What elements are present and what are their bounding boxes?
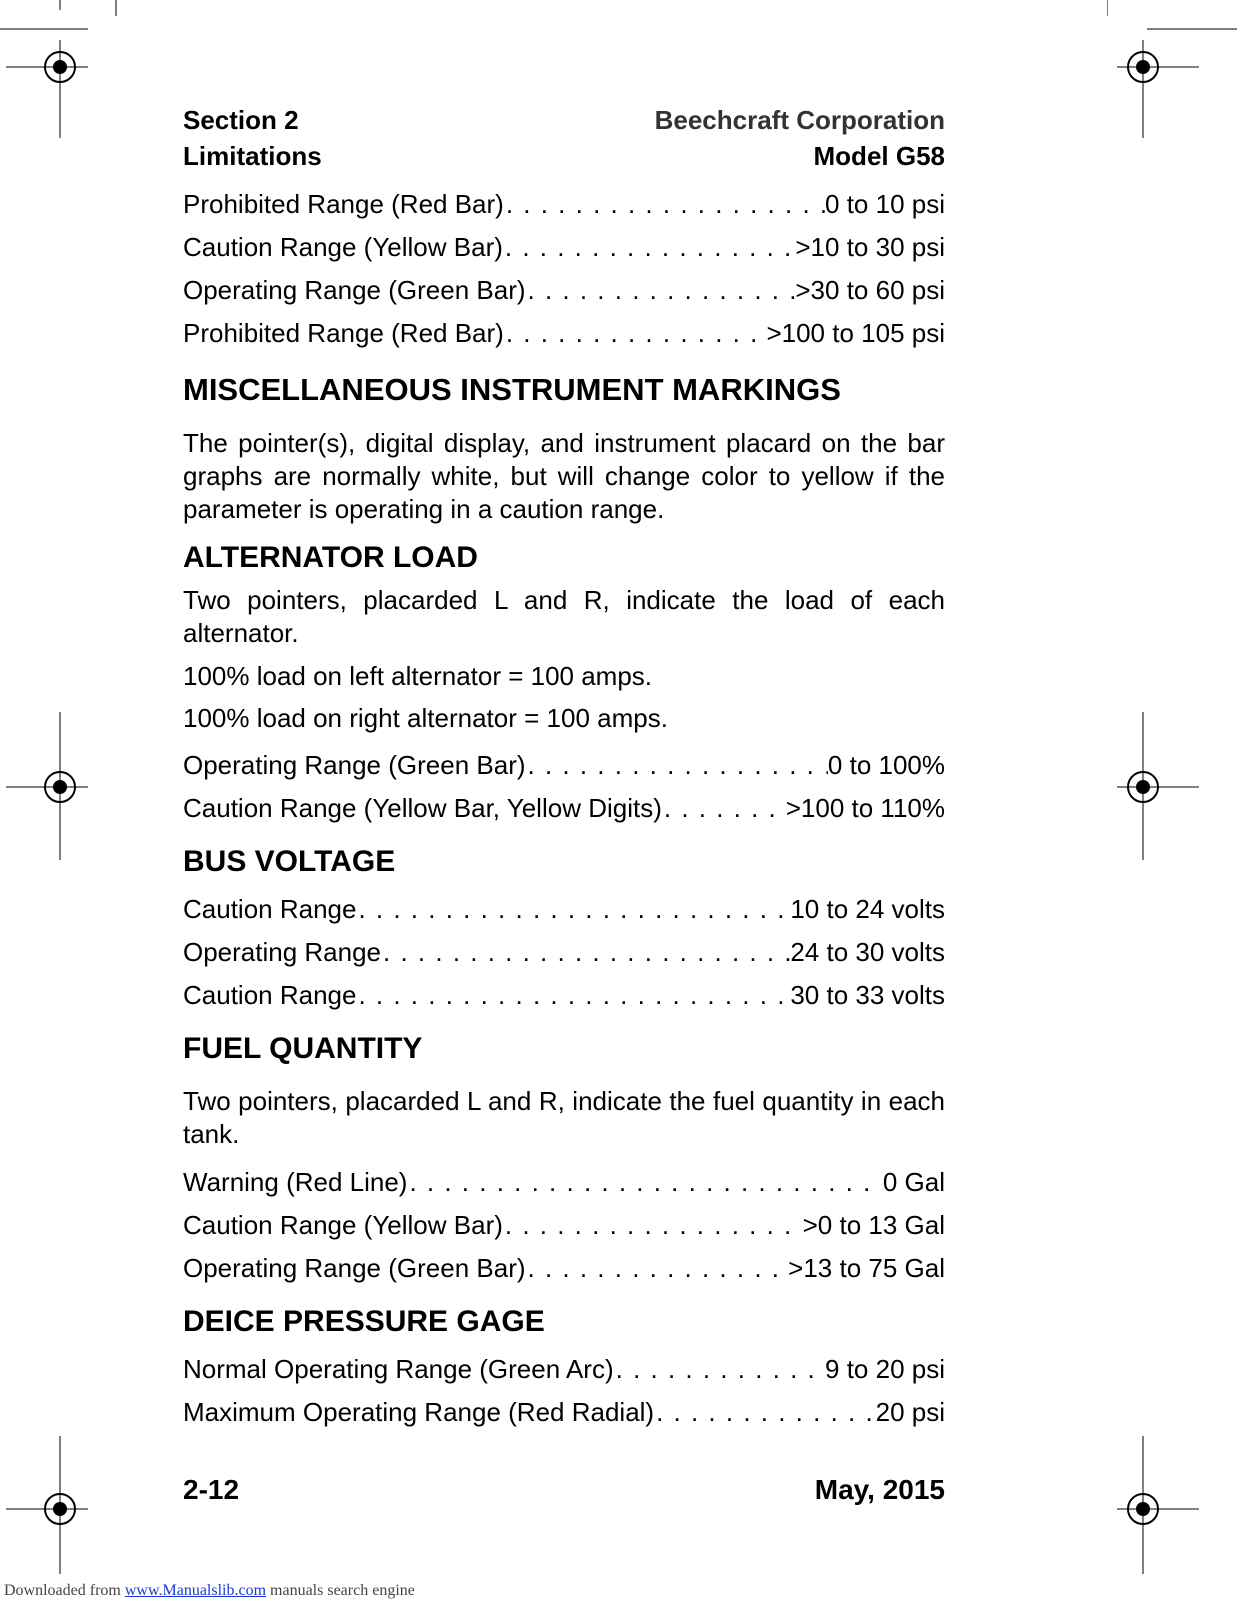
range-label: Caution Range (Yellow Bar) [183,232,503,262]
range-row [183,888,945,931]
range-row [183,226,945,269]
range-value: 20 psi [875,1397,945,1427]
range-value: 0 to 100% [827,750,945,780]
alternator-paragraph: Two pointers, placarded L and R, indicate the load of each alternator. [183,585,945,648]
model-name: Model G58 [813,141,945,171]
registration-mark-top-right [1107,0,1237,140]
leader-dots [503,1204,803,1247]
range-row [183,931,945,974]
range-label: Operating Range (Green Bar) [183,750,526,780]
fuel-paragraph: Two pointers, placarded L and R, indicate the fuel quantity in each tank. [183,1086,945,1149]
range-row [183,1161,945,1204]
leader-dots [504,312,767,355]
range-label: Caution Range [183,894,357,924]
registration-mark-bottom-left [0,1436,100,1576]
leader-dots [356,974,790,1017]
range-value: >0 to 13 Gal [802,1210,945,1240]
range-value: >30 to 60 psi [795,275,945,305]
fuel-quantity-heading: FUEL QUANTITY [183,1032,423,1065]
leader-dots [526,1247,789,1290]
range-row [183,1204,945,1247]
range-value: >13 to 75 Gal [788,1253,945,1283]
range-label: Normal Operating Range (Green Arc) [183,1354,614,1384]
header-right [655,102,945,174]
range-label: Operating Range (Green Bar) [183,1253,526,1283]
range-value: >10 to 30 psi [795,232,945,262]
download-notice [4,1582,415,1600]
range-value: 30 to 33 volts [790,980,945,1010]
range-value: >100 to 110% [785,793,945,823]
range-label: Caution Range [183,980,357,1010]
range-row [183,312,945,355]
leader-dots [356,888,790,931]
range-row [183,1247,945,1290]
alternator-left-load: 100% load on left alternator = 100 amps. [183,661,653,691]
leader-dots [381,931,790,974]
page-number: 2-12 [183,1474,240,1505]
page-footer [183,1474,945,1510]
download-suffix: manuals search engine [270,1582,415,1599]
leader-dots [614,1348,825,1391]
company-name: Beechcraft Corporation [654,105,945,135]
bus-voltage-heading: BUS VOLTAGE [183,845,396,878]
range-value: 10 to 24 volts [790,894,945,924]
range-row [183,787,945,830]
registration-mark-mid-left [0,712,100,862]
subsection-label: Limitations [183,141,322,171]
alternator-heading: ALTERNATOR LOAD [183,541,478,574]
misc-heading: MISCELLANEOUS INSTRUMENT MARKINGS [183,372,841,407]
range-label: Caution Range (Yellow Bar, Yellow Digits) [183,793,662,823]
range-value: 9 to 20 psi [825,1354,945,1384]
misc-paragraph: The pointer(s), digital display, and instrument placard on the bar graphs are normally white, but will change color to yellow if the parameter is operating in a caution range. [183,428,945,524]
page-content [183,183,945,1434]
page-header [183,102,945,178]
leader-dots [407,1161,882,1204]
range-value: 0 Gal [882,1167,945,1197]
alternator-right-load: 100% load on right alternator = 100 amps. [183,703,668,733]
range-value: 24 to 30 volts [790,937,945,967]
leader-dots [503,226,795,269]
leader-dots [526,744,828,787]
range-row [183,1348,945,1391]
manualslib-link[interactable]: www.Manualslib.com [124,1582,267,1599]
leader-dots [504,183,825,226]
leader-dots [662,787,786,830]
leader-dots [654,1391,876,1434]
range-label: Operating Range (Green Bar) [183,275,526,305]
range-value: >100 to 105 psi [766,318,945,348]
range-row [183,269,945,312]
registration-mark-bottom-right [1107,1436,1207,1576]
revision-date: May, 2015 [814,1474,945,1505]
download-prefix: Downloaded from [4,1582,121,1599]
range-label: Prohibited Range (Red Bar) [183,189,504,219]
range-label: Maximum Operating Range (Red Radial) [183,1397,655,1427]
top-ranges-list [183,183,945,355]
range-label: Caution Range (Yellow Bar) [183,1210,503,1240]
range-row [183,1391,945,1434]
registration-mark-top-left [0,0,130,140]
registration-mark-mid-right [1107,712,1207,862]
range-value: 0 to 10 psi [825,189,945,219]
range-label: Operating Range [183,937,382,967]
range-label: Prohibited Range (Red Bar) [183,318,504,348]
range-row [183,744,945,787]
range-row [183,974,945,1017]
leader-dots [526,269,796,312]
range-label: Warning (Red Line) [183,1167,408,1197]
range-row [183,183,945,226]
deice-heading: DEICE PRESSURE GAGE [183,1305,545,1338]
section-label: Section 2 [183,105,299,135]
header-left [183,102,322,174]
